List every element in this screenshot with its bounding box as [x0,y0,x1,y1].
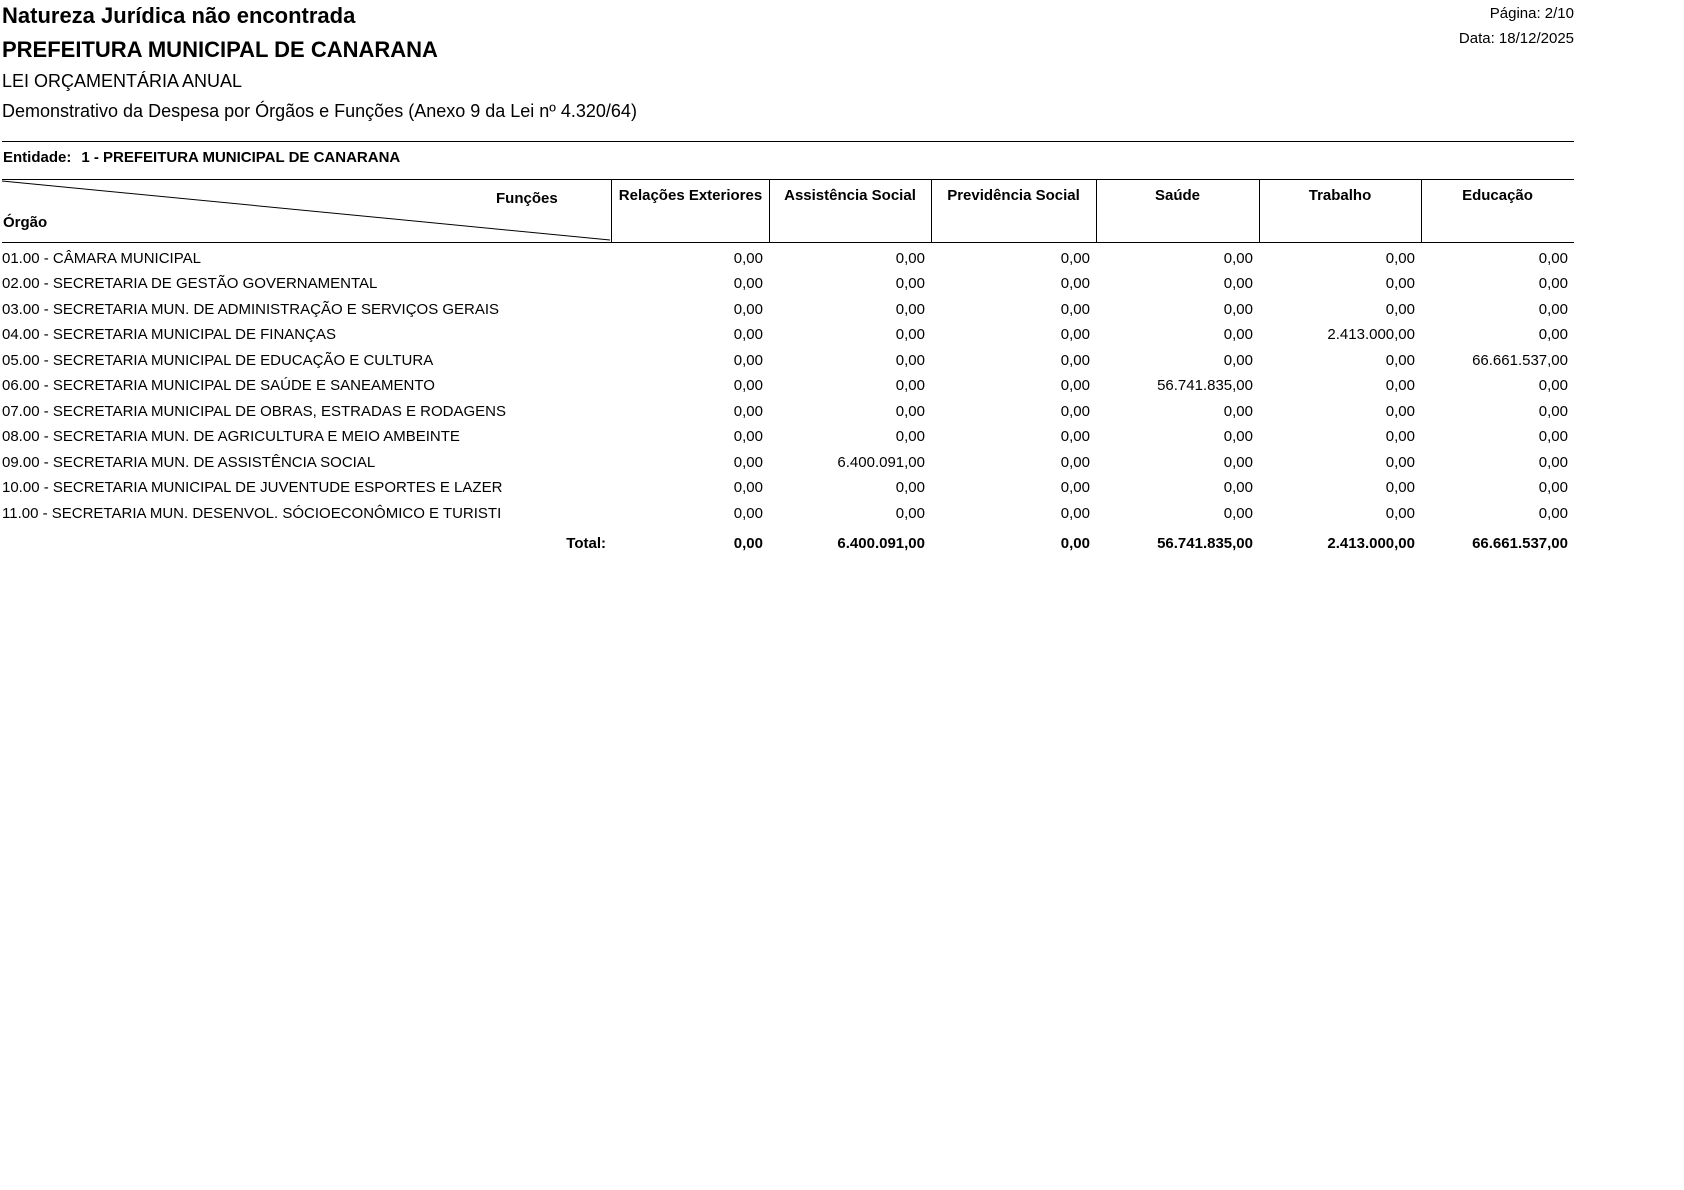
table-cell: 0,00 [1385,352,1415,369]
table-cell: 0,00 [1060,454,1090,471]
table-cell: 0,00 [1223,275,1253,292]
table-cell: 0,00 [1223,505,1253,522]
column-divider [611,180,612,242]
table-cell: 0,00 [1223,352,1253,369]
corner-header-funcoes: Funções [496,190,558,207]
column-divider [931,180,932,242]
table-row [0,326,1574,351]
table-cell: 0,00 [1385,275,1415,292]
orgao-name: 03.00 - SECRETARIA MUN. DE ADMINISTRAÇÃO E SERVIÇOS GERAIS [2,301,500,318]
table-cell: 0,00 [1060,352,1090,369]
header-divider [2,141,1574,142]
table-cell: 0,00 [1060,275,1090,292]
table-cell: 0,00 [1385,454,1415,471]
table-cell: 0,00 [733,326,763,343]
table-cell: 0,00 [1385,301,1415,318]
column-header: Educação [1462,187,1533,204]
table-cell: 0,00 [1538,377,1568,394]
table-row [0,301,1574,326]
table-cell: 0,00 [733,535,763,552]
table-cell: 0,00 [1223,428,1253,445]
municipality-name: PREFEITURA MUNICIPAL DE CANARANA [2,37,438,62]
column-divider [1259,180,1260,242]
table-cell: 0,00 [895,301,925,318]
entity-line [3,149,400,166]
table-cell: 0,00 [1060,250,1090,267]
entity-value: 1 - PREFEITURA MUNICIPAL DE CANARANA [81,149,401,166]
report-description: Demonstrativo da Despesa por Órgãos e Funções (Anexo 9 da Lei nº 4.320/64) [2,101,637,121]
column-divider [1421,180,1422,242]
table-header-bottom-border [2,242,1574,243]
table-cell: 0,00 [1385,479,1415,496]
table-cell: 66.661.537,00 [1472,535,1568,552]
table-cell: 0,00 [1223,301,1253,318]
corner-header-orgao: Órgão [3,214,48,231]
table-cell: 0,00 [1538,479,1568,496]
table-cell: 0,00 [733,250,763,267]
table-cell: 0,00 [1538,275,1568,292]
table-row [0,428,1574,453]
table-cell: 0,00 [1223,250,1253,267]
table-cell: 0,00 [1060,326,1090,343]
table-cell: 0,00 [733,301,763,318]
table-cell: 0,00 [733,505,763,522]
orgao-name: 02.00 - SECRETARIA DE GESTÃO GOVERNAMENTAL [2,275,378,292]
table-row [0,377,1574,402]
table-row [0,505,1574,530]
table-cell: 0,00 [733,275,763,292]
orgao-name: 06.00 - SECRETARIA MUNICIPAL DE SAÚDE E SANEAMENTO [2,377,435,394]
table-cell: 0,00 [1538,428,1568,445]
table-row [0,479,1574,504]
table-cell: 0,00 [1223,326,1253,343]
page-number: Página: 2/10 [1489,5,1574,22]
table-row [0,403,1574,428]
table-cell: 2.413.000,00 [1327,326,1415,343]
table-cell: 2.413.000,00 [1327,535,1415,552]
table-cell: 0,00 [895,250,925,267]
column-divider [1096,180,1097,242]
table-row [0,275,1574,300]
column-header: Relações Exteriores [618,187,763,204]
table-cell: 0,00 [733,403,763,420]
table-cell: 0,00 [1223,454,1253,471]
table-cell: 0,00 [1060,428,1090,445]
table-cell: 0,00 [895,275,925,292]
orgao-name: 07.00 - SECRETARIA MUNICIPAL DE OBRAS, ESTRADAS E RODAGENS [2,403,507,420]
table-cell: 0,00 [1538,250,1568,267]
table-cell: 6.400.091,00 [837,535,925,552]
report-date: Data: 18/12/2025 [1458,30,1574,47]
column-header: Previdência Social [947,187,1080,204]
table-cell: 0,00 [1060,505,1090,522]
column-header: Saúde [1154,187,1200,204]
table-cell: 0,00 [1385,403,1415,420]
table-cell: 0,00 [733,479,763,496]
table-cell: 6.400.091,00 [837,454,925,471]
table-cell: 0,00 [895,428,925,445]
table-cell: 0,00 [1060,535,1090,552]
table-cell: 0,00 [1538,301,1568,318]
table-cell: 0,00 [895,479,925,496]
table-cell: 0,00 [733,428,763,445]
orgao-name: 04.00 - SECRETARIA MUNICIPAL DE FINANÇAS [2,326,336,343]
orgao-name: 01.00 - CÂMARA MUNICIPAL [2,250,201,267]
table-row [0,352,1574,377]
table-row [0,454,1574,479]
table-cell: 0,00 [895,403,925,420]
orgao-name: 05.00 - SECRETARIA MUNICIPAL DE EDUCAÇÃO E CULTURA [2,352,434,369]
table-cell: 0,00 [895,326,925,343]
table-cell: 0,00 [1060,479,1090,496]
orgao-name: 08.00 - SECRETARIA MUN. DE AGRICULTURA E MEIO AMBEINTE [2,428,460,445]
total-row [0,535,1574,560]
table-cell: 0,00 [1223,403,1253,420]
orgao-name: 11.00 - SECRETARIA MUN. DESENVOL. SÓCIOECONÔMICO E TURISTI [2,505,502,522]
table-cell: 0,00 [1385,250,1415,267]
table-cell: 66.661.537,00 [1472,352,1568,369]
table-cell: 0,00 [733,454,763,471]
total-label: Total: [566,535,606,552]
column-header: Trabalho [1308,187,1372,204]
table-row [0,250,1574,275]
column-divider [769,180,770,242]
table-cell: 0,00 [733,352,763,369]
table-cell: 56.741.835,00 [1157,535,1253,552]
entity-label: Entidade: [3,149,72,166]
table-cell: 0,00 [1223,479,1253,496]
orgao-name: 09.00 - SECRETARIA MUN. DE ASSISTÊNCIA SOCIAL [2,454,376,471]
table-cell: 0,00 [1385,377,1415,394]
column-header: Assistência Social [784,187,916,204]
table-cell: 0,00 [1060,403,1090,420]
table-cell: 0,00 [1060,301,1090,318]
table-cell: 0,00 [895,505,925,522]
orgao-name: 10.00 - SECRETARIA MUNICIPAL DE JUVENTUDE ESPORTES E LAZER [2,479,503,496]
table-cell: 0,00 [1060,377,1090,394]
table-cell: 0,00 [1538,403,1568,420]
table-cell: 0,00 [895,352,925,369]
table-cell: 0,00 [1538,505,1568,522]
document-title: Natureza Jurídica não encontrada [2,3,356,28]
table-cell: 0,00 [1385,505,1415,522]
report-subtitle: LEI ORÇAMENTÁRIA ANUAL [2,71,243,91]
table-cell: 0,00 [733,377,763,394]
table-cell: 0,00 [895,377,925,394]
table-cell: 0,00 [1385,428,1415,445]
table-cell: 0,00 [1538,454,1568,471]
table-cell: 0,00 [1538,326,1568,343]
table-cell: 56.741.835,00 [1157,377,1253,394]
